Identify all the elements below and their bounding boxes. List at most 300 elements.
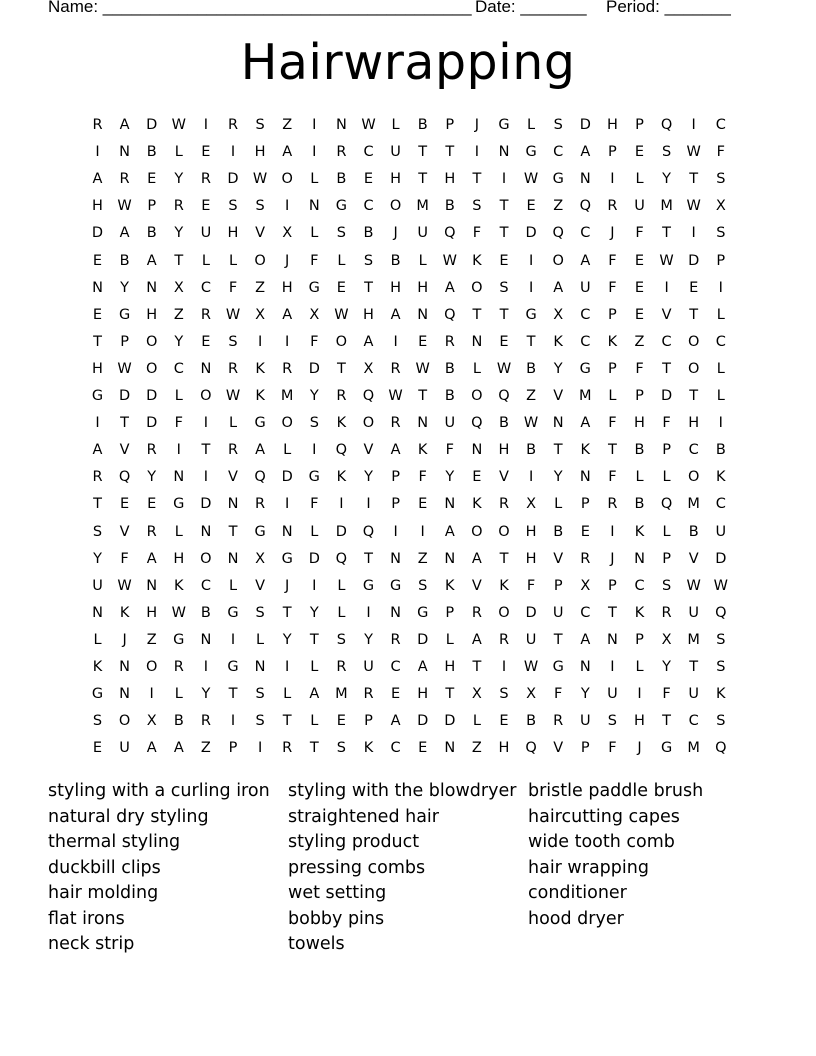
grid-letter[interactable]: V (553, 740, 564, 757)
grid-letter[interactable]: D (281, 469, 293, 486)
grid-letter[interactable]: B (715, 442, 726, 459)
grid-letter[interactable]: S (255, 117, 265, 133)
grid-letter[interactable]: T (472, 659, 482, 675)
grid-letter[interactable]: X (173, 279, 184, 296)
grid-letter[interactable]: T (526, 333, 536, 350)
grid-letter[interactable]: N (200, 523, 212, 540)
grid-letter[interactable]: R (255, 496, 266, 513)
grid-letter[interactable]: N (444, 550, 456, 567)
grid-letter[interactable]: I (393, 333, 398, 350)
grid-letter[interactable]: R (227, 442, 239, 459)
grid-letter[interactable]: E (499, 252, 509, 269)
grid-letter[interactable]: U (688, 686, 699, 703)
grid-letter[interactable]: T (309, 631, 319, 648)
grid-letter[interactable]: E (336, 279, 346, 296)
grid-letter[interactable]: N (444, 496, 456, 513)
grid-letter[interactable]: N (119, 144, 131, 161)
grid-letter[interactable]: W (334, 306, 349, 323)
grid-letter[interactable]: F (174, 415, 183, 432)
grid-letter[interactable]: H (444, 171, 456, 188)
grid-letter[interactable]: B (146, 144, 157, 161)
grid-letter[interactable]: J (474, 117, 480, 133)
grid-letter[interactable]: A (282, 144, 293, 161)
grid-letter[interactable]: L (716, 306, 725, 323)
grid-letter[interactable]: N (119, 659, 131, 675)
grid-letter[interactable]: I (664, 279, 669, 296)
grid-letter[interactable]: H (92, 360, 103, 377)
grid-letter[interactable]: I (691, 225, 696, 242)
grid-letter[interactable]: Z (282, 117, 293, 133)
grid-letter[interactable]: R (390, 631, 401, 648)
grid-letter[interactable]: V (255, 577, 266, 594)
grid-letter[interactable]: B (526, 713, 537, 730)
grid-letter[interactable]: I (393, 523, 398, 540)
grid-letter[interactable]: D (308, 550, 320, 567)
grid-letter[interactable]: J (610, 225, 615, 242)
grid-letter[interactable]: C (363, 144, 374, 161)
grid-letter[interactable]: G (362, 577, 375, 594)
grid-letter[interactable]: R (471, 604, 482, 621)
grid-letter[interactable]: L (716, 388, 725, 404)
grid-letter[interactable]: T (364, 550, 373, 567)
grid-letter[interactable]: A (282, 306, 293, 323)
grid-letter[interactable]: A (417, 659, 428, 675)
grid-letter[interactable]: N (606, 631, 618, 648)
grid-letter[interactable]: E (201, 144, 211, 161)
grid-letter[interactable]: W (686, 198, 701, 215)
grid-letter[interactable]: J (122, 631, 127, 648)
grid-letter[interactable]: X (661, 631, 672, 648)
grid-letter[interactable]: B (553, 523, 564, 540)
grid-letter[interactable]: R (498, 631, 510, 648)
grid-letter[interactable]: O (145, 659, 158, 675)
grid-letter[interactable]: N (92, 279, 103, 296)
grid-letter[interactable]: D (200, 496, 212, 513)
grid-letter[interactable]: E (120, 496, 130, 513)
grid-letter[interactable]: W (225, 306, 241, 323)
grid-letter[interactable]: H (606, 117, 618, 133)
grid-letter[interactable]: W (442, 252, 457, 269)
grid-letter[interactable]: G (227, 659, 239, 675)
grid-letter[interactable]: L (662, 469, 671, 486)
grid-letter[interactable]: P (635, 117, 644, 133)
grid-letter[interactable]: R (146, 523, 157, 540)
grid-letter[interactable]: I (312, 577, 317, 594)
grid-letter[interactable]: H (417, 686, 429, 703)
grid-letter[interactable]: E (92, 740, 103, 757)
grid-letter[interactable]: K (634, 523, 645, 540)
grid-letter[interactable]: I (366, 496, 371, 513)
grid-letter[interactable]: L (256, 631, 265, 648)
grid-letter[interactable]: G (389, 577, 402, 594)
grid-letter[interactable]: O (281, 415, 293, 432)
grid-letter[interactable]: K (336, 469, 347, 486)
grid-letter[interactable]: K (363, 740, 374, 757)
grid-letter[interactable]: E (418, 496, 428, 513)
grid-letter[interactable]: G (308, 469, 320, 486)
grid-letter[interactable]: L (174, 523, 183, 540)
grid-letter[interactable]: C (580, 306, 591, 323)
grid-letter[interactable]: M (687, 740, 700, 757)
grid-letter[interactable]: C (688, 442, 699, 459)
grid-letter[interactable]: N (335, 117, 347, 133)
grid-letter[interactable]: V (688, 550, 699, 567)
grid-letter[interactable]: P (608, 577, 617, 594)
grid-letter[interactable]: V (363, 442, 374, 459)
grid-letter[interactable]: N (579, 469, 591, 486)
grid-letter[interactable]: L (337, 252, 346, 269)
grid-letter[interactable]: X (526, 496, 537, 513)
grid-letter[interactable]: T (499, 306, 509, 323)
grid-letter[interactable]: I (312, 144, 317, 161)
grid-letter[interactable]: C (363, 198, 374, 215)
grid-letter[interactable]: P (120, 333, 129, 350)
grid-letter[interactable]: G (254, 415, 266, 432)
grid-letter[interactable]: T (499, 550, 509, 567)
grid-letter[interactable]: I (285, 496, 290, 513)
grid-letter[interactable]: R (390, 415, 401, 432)
grid-letter[interactable]: H (498, 740, 510, 757)
grid-letter[interactable]: A (119, 225, 130, 242)
grid-letter[interactable]: O (200, 550, 212, 567)
grid-letter[interactable]: S (716, 631, 726, 648)
grid-letter[interactable]: P (608, 306, 617, 323)
grid-letter[interactable]: D (146, 117, 158, 133)
grid-letter[interactable]: A (92, 171, 103, 188)
grid-letter[interactable]: H (92, 198, 103, 215)
grid-letter[interactable]: R (336, 144, 347, 161)
grid-letter[interactable]: U (634, 198, 645, 215)
grid-letter[interactable]: J (393, 225, 398, 242)
grid-letter[interactable]: N (146, 279, 158, 296)
grid-letter[interactable]: M (280, 388, 294, 404)
grid-letter[interactable]: T (418, 388, 428, 404)
grid-letter[interactable]: P (391, 496, 400, 513)
grid-letter[interactable]: I (718, 415, 723, 432)
grid-letter[interactable]: K (472, 252, 482, 269)
grid-letter[interactable]: T (201, 442, 211, 459)
grid-letter[interactable]: Y (93, 550, 102, 567)
grid-letter[interactable]: J (285, 577, 290, 594)
grid-letter[interactable]: A (173, 740, 184, 757)
grid-letter[interactable]: D (661, 388, 673, 404)
grid-letter[interactable]: U (607, 686, 618, 703)
grid-letter[interactable]: R (200, 713, 211, 730)
grid-letter[interactable]: R (580, 550, 591, 567)
grid-letter[interactable]: K (634, 604, 645, 621)
grid-letter[interactable]: F (418, 469, 427, 486)
grid-letter[interactable]: E (201, 333, 211, 350)
grid-letter[interactable]: U (363, 659, 374, 675)
grid-letter[interactable]: L (445, 631, 454, 648)
grid-letter[interactable]: S (499, 279, 509, 296)
grid-letter[interactable]: L (391, 117, 400, 133)
grid-letter[interactable]: U (552, 604, 564, 621)
grid-letter[interactable]: O (362, 415, 375, 432)
grid-letter[interactable]: Q (498, 388, 510, 404)
grid-letter[interactable]: A (471, 631, 482, 648)
grid-letter[interactable]: C (580, 225, 591, 242)
grid-letter[interactable]: L (472, 713, 481, 730)
grid-letter[interactable]: E (526, 198, 536, 215)
grid-letter[interactable]: G (552, 659, 564, 675)
grid-letter[interactable]: I (610, 659, 615, 675)
grid-letter[interactable]: F (608, 415, 617, 432)
grid-letter[interactable]: S (716, 713, 726, 730)
grid-letter[interactable]: Y (120, 279, 130, 296)
grid-letter[interactable]: Y (364, 469, 373, 486)
grid-letter[interactable]: U (200, 225, 212, 242)
grid-letter[interactable]: P (228, 740, 238, 757)
grid-letter[interactable]: Z (417, 550, 428, 567)
grid-letter[interactable]: M (579, 388, 592, 404)
grid-letter[interactable]: F (608, 740, 617, 757)
grid-letter[interactable]: Z (526, 388, 537, 404)
grid-letter[interactable]: P (662, 442, 671, 459)
grid-letter[interactable]: V (499, 469, 509, 486)
grid-letter[interactable]: K (255, 388, 265, 404)
grid-letter[interactable]: C (715, 333, 726, 350)
grid-letter[interactable]: W (117, 577, 132, 594)
grid-letter[interactable]: L (635, 659, 644, 675)
grid-letter[interactable]: W (496, 360, 512, 377)
grid-letter[interactable]: L (310, 523, 319, 540)
grid-letter[interactable]: N (579, 171, 591, 188)
grid-letter[interactable]: I (257, 740, 263, 757)
grid-letter[interactable]: P (364, 713, 373, 730)
grid-letter[interactable]: O (471, 388, 483, 404)
grid-letter[interactable]: N (92, 604, 103, 621)
grid-letter[interactable]: U (715, 523, 727, 540)
grid-letter[interactable]: G (227, 604, 239, 621)
grid-letter[interactable]: E (634, 144, 645, 161)
grid-letter[interactable]: O (254, 252, 266, 269)
grid-letter[interactable]: T (607, 442, 617, 459)
grid-letter[interactable]: F (228, 279, 238, 296)
grid-letter[interactable]: E (92, 252, 103, 269)
grid-letter[interactable]: B (444, 388, 455, 404)
grid-letter[interactable]: Q (444, 306, 456, 323)
grid-letter[interactable]: Y (147, 469, 157, 486)
grid-letter[interactable]: N (498, 144, 510, 161)
grid-letter[interactable]: A (444, 523, 455, 540)
grid-letter[interactable]: Y (309, 388, 319, 404)
grid-letter[interactable]: V (119, 442, 130, 459)
grid-letter[interactable]: J (637, 740, 642, 757)
grid-letter[interactable]: L (472, 360, 481, 377)
grid-letter[interactable]: A (255, 442, 266, 459)
grid-letter[interactable]: R (200, 306, 211, 323)
grid-letter[interactable]: M (660, 198, 673, 215)
grid-letter[interactable]: H (173, 550, 185, 567)
grid-letter[interactable]: K (417, 442, 428, 459)
grid-letter[interactable]: F (635, 225, 644, 242)
grid-letter[interactable]: G (173, 631, 185, 648)
grid-letter[interactable]: S (92, 523, 103, 540)
grid-letter[interactable]: T (445, 144, 455, 161)
grid-letter[interactable]: T (282, 713, 292, 730)
grid-letter[interactable]: T (499, 198, 509, 215)
grid-letter[interactable]: T (553, 442, 563, 459)
grid-letter[interactable]: K (174, 577, 184, 594)
grid-letter[interactable]: X (282, 225, 293, 242)
grid-letter[interactable]: R (227, 360, 239, 377)
grid-letter[interactable]: P (580, 740, 590, 757)
grid-letter[interactable]: T (689, 659, 699, 675)
grid-letter[interactable]: I (528, 252, 534, 269)
grid-letter[interactable]: X (526, 686, 537, 703)
grid-letter[interactable]: I (501, 659, 507, 675)
grid-letter[interactable]: H (444, 659, 456, 675)
grid-letter[interactable]: I (528, 469, 534, 486)
grid-letter[interactable]: O (118, 713, 131, 730)
grid-letter[interactable]: T (282, 604, 292, 621)
grid-letter[interactable]: T (607, 604, 617, 621)
grid-letter[interactable]: S (661, 144, 672, 161)
grid-letter[interactable]: S (336, 740, 346, 757)
grid-letter[interactable]: U (444, 415, 456, 432)
grid-letter[interactable]: V (255, 225, 266, 242)
grid-letter[interactable]: T (418, 171, 428, 188)
grid-letter[interactable]: S (472, 198, 482, 215)
grid-letter[interactable]: T (120, 415, 130, 432)
grid-letter[interactable]: T (499, 225, 509, 242)
grid-letter[interactable]: K (255, 360, 265, 377)
grid-letter[interactable]: I (95, 415, 100, 432)
grid-letter[interactable]: I (285, 333, 290, 350)
grid-letter[interactable]: D (146, 415, 158, 432)
grid-letter[interactable]: O (335, 333, 348, 350)
grid-letter[interactable]: U (579, 713, 591, 730)
grid-letter[interactable]: W (388, 388, 403, 404)
grid-letter[interactable]: A (92, 442, 103, 459)
grid-letter[interactable]: Q (335, 550, 348, 567)
grid-letter[interactable]: D (579, 117, 591, 133)
grid-letter[interactable]: F (445, 442, 454, 459)
grid-letter[interactable]: S (255, 713, 265, 730)
grid-letter[interactable]: E (418, 740, 428, 757)
grid-letter[interactable]: N (390, 604, 402, 621)
grid-letter[interactable]: B (336, 171, 347, 188)
grid-letter[interactable]: I (203, 415, 209, 432)
grid-letter[interactable]: D (715, 550, 727, 567)
grid-letter[interactable]: I (203, 659, 209, 675)
grid-letter[interactable]: I (149, 686, 154, 703)
grid-letter[interactable]: Q (579, 198, 591, 215)
grid-letter[interactable]: E (634, 279, 645, 296)
grid-letter[interactable]: K (716, 686, 726, 703)
grid-letter[interactable]: G (91, 388, 104, 404)
grid-letter[interactable]: K (580, 442, 591, 459)
grid-letter[interactable]: D (417, 631, 429, 648)
grid-letter[interactable]: B (146, 225, 157, 242)
grid-letter[interactable]: R (336, 659, 347, 675)
grid-letter[interactable]: R (498, 496, 510, 513)
grid-letter[interactable]: Q (362, 388, 375, 404)
grid-letter[interactable]: O (498, 604, 510, 621)
grid-letter[interactable]: E (363, 171, 374, 188)
grid-letter[interactable]: S (336, 225, 346, 242)
grid-letter[interactable]: R (363, 686, 374, 703)
grid-letter[interactable]: W (361, 117, 376, 133)
grid-letter[interactable]: H (688, 415, 700, 432)
grid-letter[interactable]: R (336, 388, 347, 404)
grid-letter[interactable]: P (445, 117, 455, 133)
grid-letter[interactable]: T (174, 252, 184, 269)
grid-letter[interactable]: A (146, 550, 157, 567)
grid-letter[interactable]: A (390, 306, 401, 323)
grid-letter[interactable]: N (281, 523, 293, 540)
grid-letter[interactable]: Y (174, 171, 184, 188)
grid-letter[interactable]: S (228, 333, 238, 350)
grid-letter[interactable]: U (525, 631, 537, 648)
grid-letter[interactable]: T (662, 225, 672, 242)
grid-letter[interactable]: X (580, 577, 591, 594)
grid-letter[interactable]: V (661, 306, 672, 323)
grid-letter[interactable]: O (552, 252, 564, 269)
grid-letter[interactable]: R (92, 117, 103, 133)
grid-letter[interactable]: K (336, 415, 347, 432)
grid-letter[interactable]: Q (525, 740, 537, 757)
grid-letter[interactable]: P (662, 550, 671, 567)
grid-letter[interactable]: P (716, 252, 726, 269)
grid-letter[interactable]: O (498, 523, 510, 540)
grid-letter[interactable]: P (445, 604, 455, 621)
grid-letter[interactable]: F (608, 252, 617, 269)
grid-letter[interactable]: A (363, 333, 374, 350)
grid-letter[interactable]: P (553, 577, 563, 594)
grid-letter[interactable]: G (660, 740, 673, 757)
grid-letter[interactable]: I (312, 442, 317, 459)
grid-letter[interactable]: F (310, 496, 319, 513)
grid-letter[interactable]: E (336, 713, 346, 730)
grid-letter[interactable]: I (230, 713, 236, 730)
grid-letter[interactable]: S (228, 198, 238, 215)
grid-letter[interactable]: S (92, 713, 103, 730)
grid-letter[interactable]: A (146, 252, 157, 269)
grid-letter[interactable]: B (688, 523, 699, 540)
grid-letter[interactable]: J (610, 550, 615, 567)
grid-letter[interactable]: L (337, 577, 346, 594)
grid-letter[interactable]: B (499, 415, 509, 432)
grid-letter[interactable]: A (471, 550, 482, 567)
grid-letter[interactable]: C (634, 577, 645, 594)
grid-letter[interactable]: W (171, 604, 186, 621)
grid-letter[interactable]: C (553, 144, 564, 161)
grid-letter[interactable]: S (716, 225, 726, 242)
grid-letter[interactable]: O (687, 469, 700, 486)
grid-letter[interactable]: A (309, 686, 320, 703)
grid-letter[interactable]: L (201, 252, 210, 269)
grid-letter[interactable]: G (308, 279, 320, 296)
grid-letter[interactable]: W (415, 360, 430, 377)
grid-letter[interactable]: R (607, 198, 618, 215)
grid-letter[interactable]: Y (364, 631, 373, 648)
grid-letter[interactable]: F (310, 333, 319, 350)
grid-letter[interactable]: B (526, 442, 537, 459)
grid-letter[interactable]: M (335, 686, 348, 703)
grid-letter[interactable]: S (255, 198, 265, 215)
grid-letter[interactable]: E (634, 252, 645, 269)
grid-letter[interactable]: F (310, 252, 319, 269)
grid-letter[interactable]: N (119, 686, 131, 703)
grid-letter[interactable]: O (687, 333, 700, 350)
grid-letter[interactable]: C (200, 279, 211, 296)
grid-letter[interactable]: W (523, 171, 539, 188)
grid-letter[interactable]: X (309, 306, 320, 323)
grid-letter[interactable]: I (312, 117, 317, 133)
grid-letter[interactable]: B (634, 496, 645, 513)
